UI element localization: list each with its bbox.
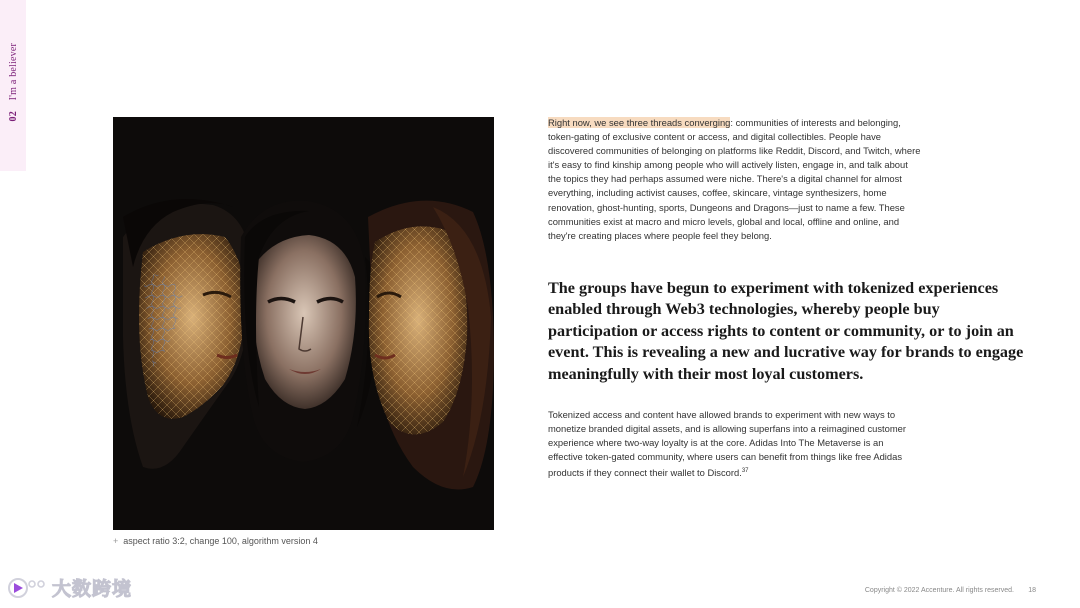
footer-copyright: Copyright © 2022 Accenture. All rights reserved. — [864, 587, 1014, 594]
highlighted-phrase: Right now, we see three threads converging — [548, 117, 731, 128]
watermark-logo-icon — [8, 576, 48, 600]
ai-faces-artwork — [113, 117, 494, 530]
body-paragraph — [548, 408, 910, 481]
watermark — [8, 574, 132, 601]
caption-text: aspect ratio 3:2, change 100, algorithm version 4 — [123, 536, 318, 546]
section-tab-label — [0, 0, 26, 171]
caption-bullet-icon: + — [113, 536, 119, 546]
footnote-ref: 37 — [741, 468, 749, 475]
body-text: Tokenized access and content have allowed brands to experiment with new ways to monetize branded digital assets, and is allowing superfans into a reimagined customer experience where two-way loyalty is at the core. Adidas Into The Metaverse is an effective token-gated community, where users can benefit from things like free Adidas products if they connect their wallet to Discord. — [548, 409, 907, 479]
watermark-text: 大数跨境 — [52, 579, 133, 600]
intro-text: : communities of interests and belonging, token-gating of exclusive content or access, and digital collectibles. People have discovered communities of belonging on platforms like Reddit, Discord, and Twitch, where it's easy to find kinship among people who will actively listen, engage in, and talk about the topics they had perhaps assumed were niche. There's a digital channel for almost everything, including activist causes, coffee, skincare, vintage synthesizers, home renovation, ghost-hunting, sports, Dungeons and Dragons—just to name a few. These communities exist at macro and micro levels, global and local, offline and online, and they're creating places where people feel they belong. — [548, 117, 921, 241]
section-title: I'm a believer — [7, 42, 19, 100]
intro-paragraph — [548, 116, 923, 243]
figure-caption — [113, 536, 318, 546]
pull-quote: The groups have begun to experiment with tokenized experiences enabled through Web3 technologies, whereby people buy participation or access rights to content or community, or to join an event. This is revealing a new and lucrative way for brands to engage meaningfully with their most loyal customers. — [548, 279, 1024, 383]
page-number: 18 — [1028, 587, 1036, 594]
section-number: 02 — [7, 110, 19, 121]
